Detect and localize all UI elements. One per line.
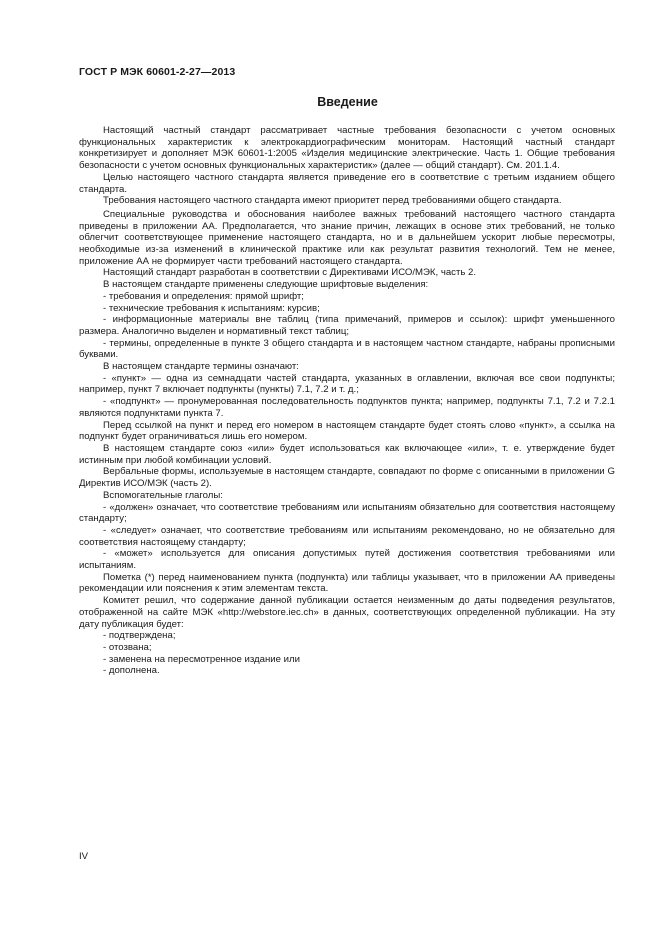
list-item: - технические требования к испытаниям: курсив; [103, 302, 320, 314]
paragraph: В настоящем стандарте союз «или» будет использоваться как включающее «или», т. е. утверждение будет истинным при любой комбинации условий. [79, 442, 615, 466]
list-item: - требования и определения: прямой шрифт; [103, 290, 304, 302]
list-item: - термины, определенные в пункте 3 общего стандарта и в настоящем частном стандарте, набраны прописными буквами. [79, 337, 615, 361]
paragraph: Требования настоящего частного стандарта имеют приоритет перед требованиями общего стандарта. [103, 195, 562, 207]
list-item: - информационные материалы вне таблиц (типа примечаний, примеров и ссылок): шрифт уменьшенного размера. Аналогично выделен и нормативный текст таблиц; [79, 314, 615, 337]
paragraph: Настоящий частный стандарт рассматривает частные требования безопасности с учетом основных функциональных характеристик к электрокардиографическим мониторам. Настоящий частный стандарт конкретизирует и дополняет МЭК 60601-1:2005 «Изделия медицинские электрические. Часть 1. Общие требования безопасности с учетом основных функциональных характеристик» (далее — общий стандарт). См. 201.1.4. [79, 125, 615, 172]
paragraph: Настоящий стандарт разработан в соответствии с Директивами ИСО/МЭК, часть 2. [103, 267, 477, 279]
list-item: - дополнена. [103, 665, 160, 677]
document-header: ГОСТ Р МЭК 60601-2-27—2013 [79, 66, 236, 78]
body-text [79, 125, 615, 677]
paragraph: Специальные руководства и обоснования наиболее важных требований настоящего частного стандарта приведены в приложении АА. Предполагается, что знание причин, лежащих в основе этих требований, не только облегчит соответствующее применение настоящего стандарта, но и в дальнейшем ускорит любые пересмотры, необходимые из-за изменений в клинической практике или как результат развития технологий. Тем не менее, приложение АА не формирует части требований настоящего стандарта. [79, 208, 615, 267]
list-item: - «может» используется для описания допустимых путей достижения соответствия требованиями или испытаниям. [79, 548, 615, 572]
list-item: - «должен» означает, что соответствие требованиям или испытаниям обязательно для соответствия настоящему стандарту; [79, 501, 615, 525]
paragraph: В настоящем стандарте термины означают: [103, 361, 299, 373]
paragraph: Целью настоящего частного стандарта является приведение его в соответствие с третьим изданием общего стандарта. [79, 171, 615, 195]
paragraph: Пометка (*) перед наименованием пункта (подпункта) или таблицы указывает, что в приложении АА приведены рекомендации или пояснения к этим элементам текста. [79, 571, 615, 595]
section-title: Введение [317, 95, 378, 109]
list-item: - «пункт» — одна из семнадцати частей стандарта, указанных в оглавлении, включая все свои подпункты; например, пункт 7 включает подпункты (пункты) 7.1, 7.2 и т. д.; [79, 372, 615, 396]
paragraph: Вербальные формы, используемые в настоящем стандарте, совпадают по форме с описанными в приложении G Директив ИСО/МЭК (часть 2). [79, 466, 615, 490]
page-number: IV [79, 851, 89, 862]
paragraph: Комитет решил, что содержание данной публикации остается неизменным до даты подведения результатов, отображенной на сайте МЭК «http://webstore.iec.ch» в данных, соответствующих определенной публикации. На эту дату публикация будет: [79, 595, 615, 630]
list-item: - «следует» означает, что соответствие требованиям или испытаниям рекомендовано, но не обязательно для соответствия настоящему стандарту; [79, 524, 615, 548]
list-item: - заменена на пересмотренное издание или [103, 653, 300, 665]
paragraph: Вспомогательные глаголы: [103, 489, 223, 501]
list-item: - подтверждена; [103, 630, 176, 642]
paragraph: Перед ссылкой на пункт и перед его номером в настоящем стандарте будет стоять слово «пункт», а ссылка на подпункт будет ограничиваться лишь его номером. [79, 419, 615, 443]
paragraph: В настоящем стандарте применены следующие шрифтовые выделения: [103, 279, 429, 291]
list-item: - отозвана; [103, 641, 152, 653]
list-item: - «подпункт» — пронумерованная последовательность подпунктов пункта; например, подпункты 7.1, 7.2 и 7.2.1 являются подпунктами пункта 7. [79, 396, 615, 419]
